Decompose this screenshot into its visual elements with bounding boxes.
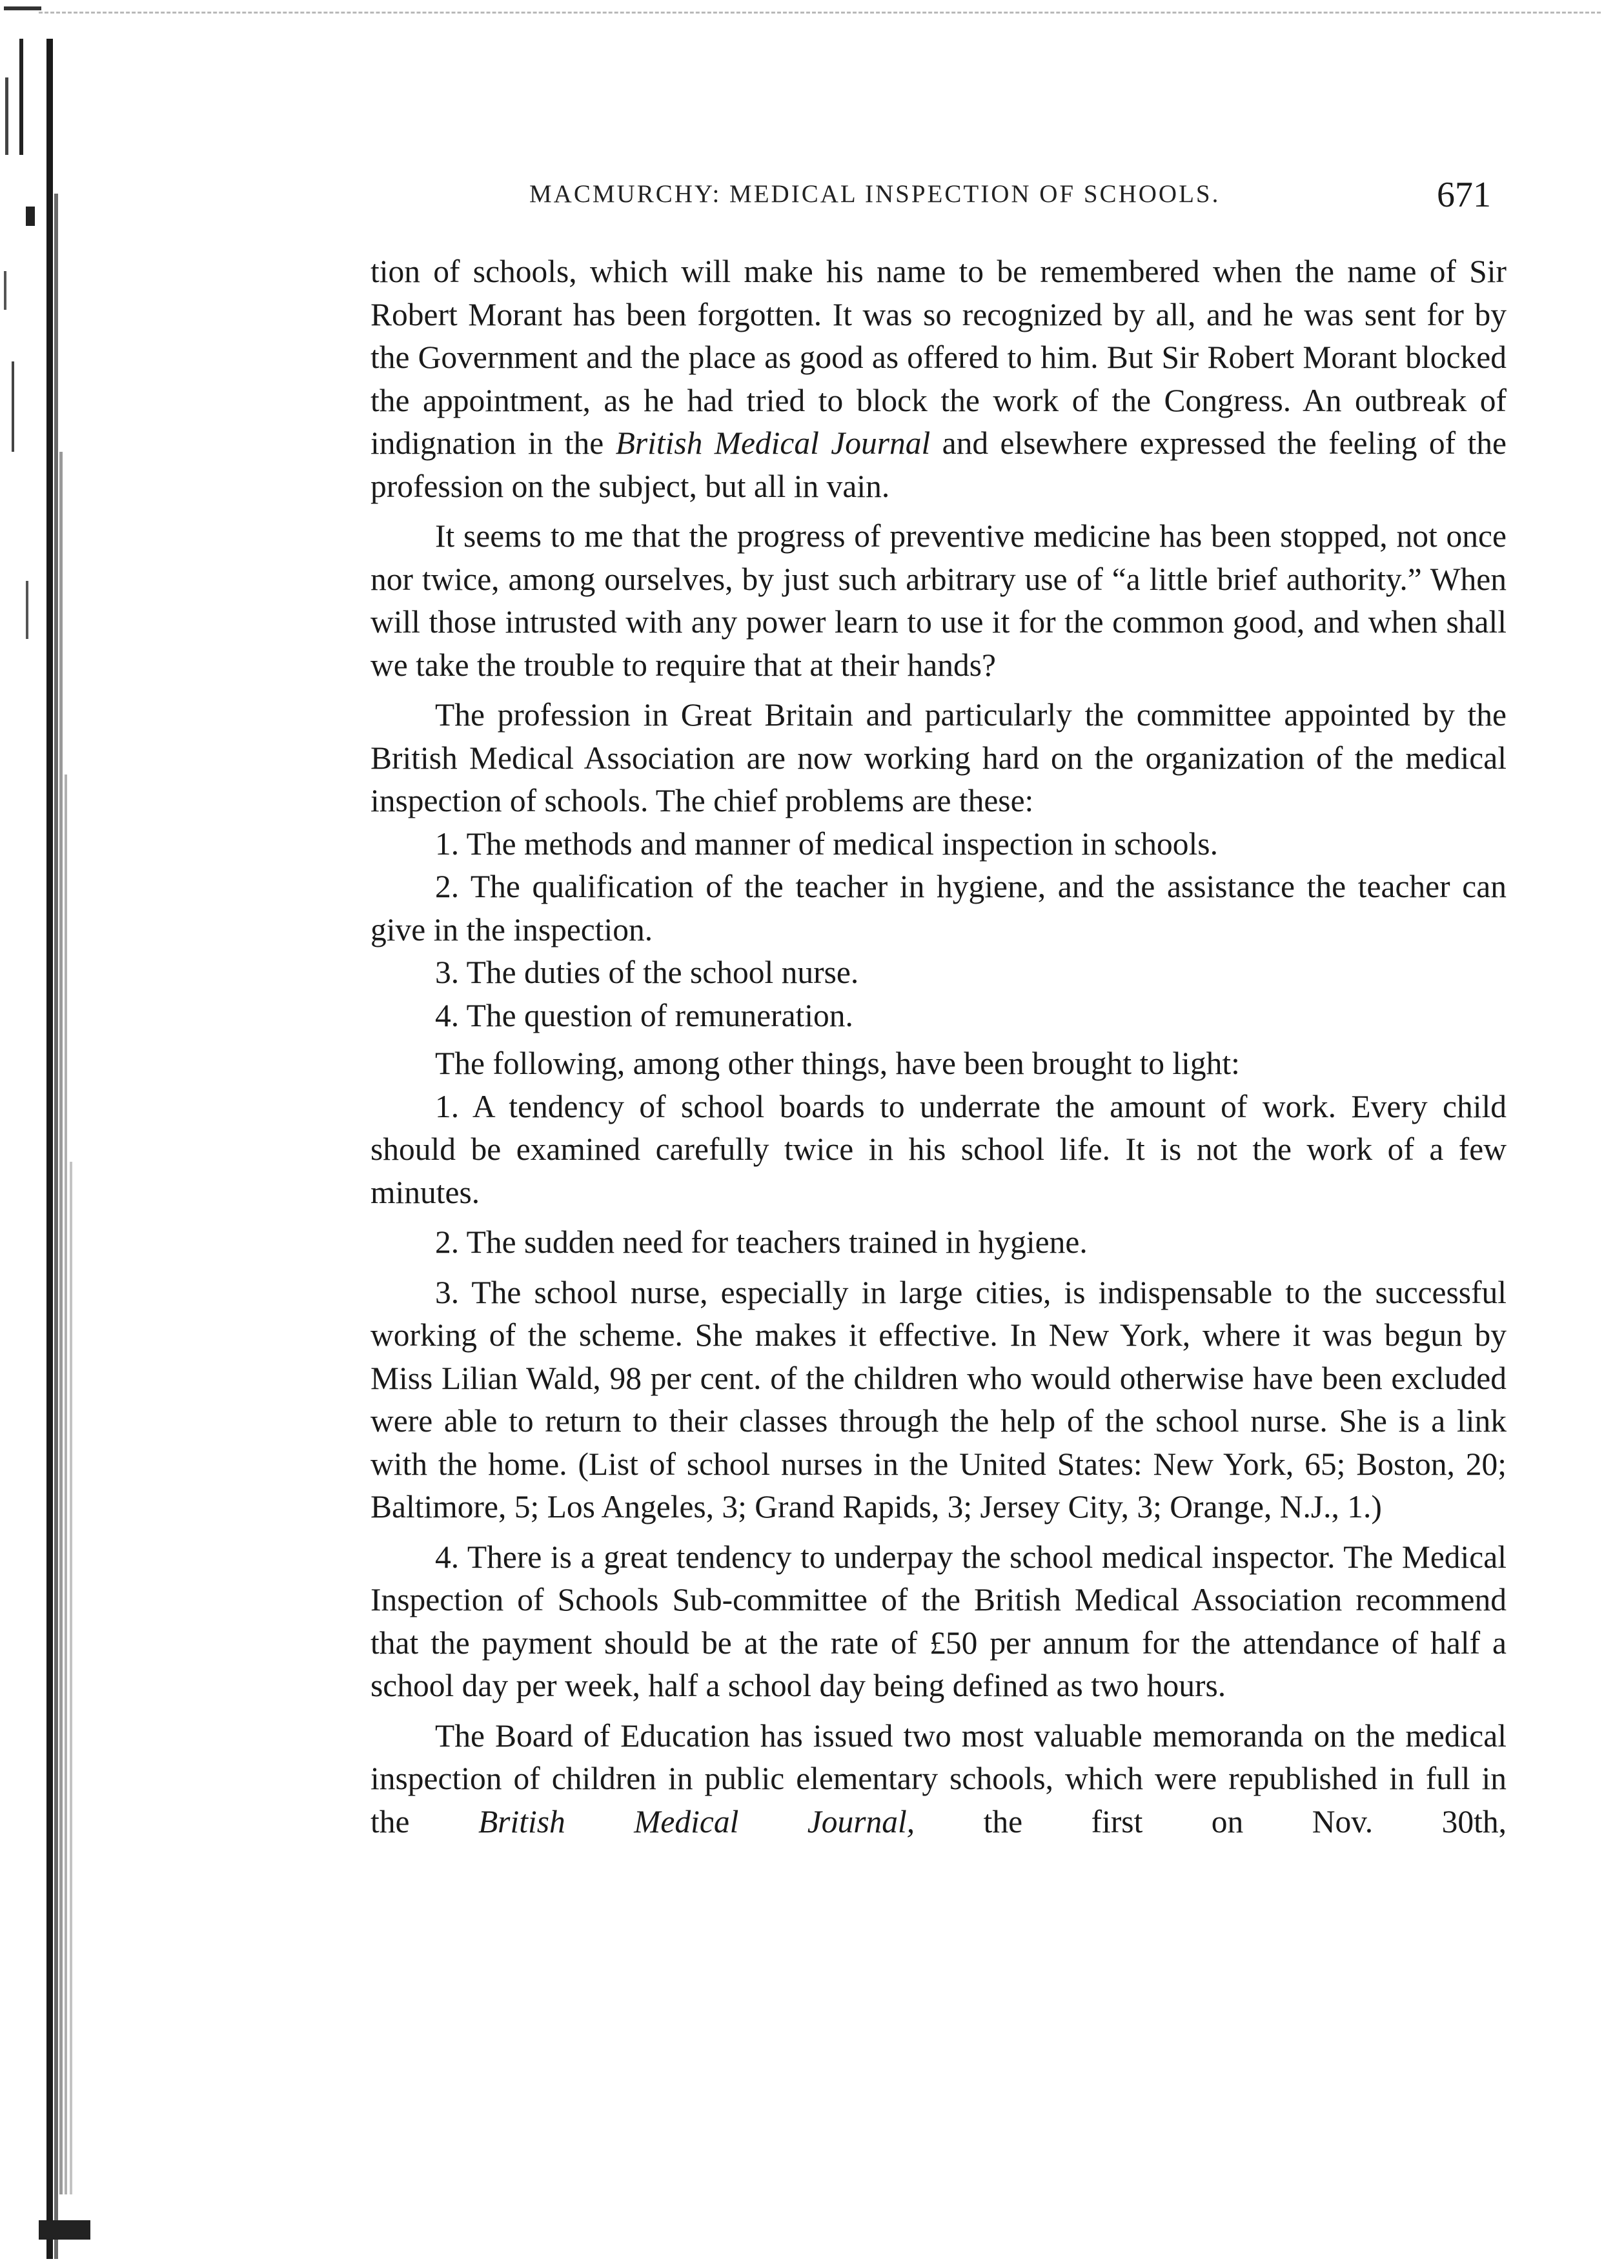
scan-top-rule xyxy=(39,12,1601,14)
paragraph-text: the first on Nov. 30th, xyxy=(915,1803,1507,1839)
problem-item: 2. The qualification of the teacher in hygiene, and the assistance the teacher can give in the inspection. xyxy=(370,869,1507,947)
running-head xyxy=(529,174,1491,219)
paragraph: It seems to me that the progress of preventive medicine has been stopped, not once nor twice, among ourselves, by just such arbitrary use of “a little brief authority.” When will those intrusted with any power learn to use it for the common good, and when shall we take the trouble to require that at their hands? xyxy=(370,518,1507,683)
paragraph xyxy=(370,1715,1507,1844)
paragraph: The following, among other things, have been brought to light: xyxy=(435,1046,1240,1081)
problem-item: 1. The methods and manner of medical inspection in schools. xyxy=(435,825,1218,862)
journal-title: British Medical Journal, xyxy=(478,1803,915,1839)
running-title: MACMURCHY: MEDICAL INSPECTION OF SCHOOLS. xyxy=(529,180,1221,208)
journal-title: British Medical Journal xyxy=(615,425,931,461)
problem-item: 4. The question of remuneration. xyxy=(435,997,853,1033)
problem-item: 3. The duties of the school nurse. xyxy=(435,955,859,990)
paragraph-text: The Board of Education has issued two most valuable memoranda on the medical inspection of children in public elementary schools, which were republished in full in the xyxy=(370,1717,1507,1839)
page-number: 671 xyxy=(1437,175,1491,215)
paragraph-continued xyxy=(370,250,1507,508)
paragraph-text: tion of schools, which will make his name to be remembered when the name of Sir Robert Morant has been forgotten. It was so recognized by all, and he was sent for by the Government and the place as good as offered to him. But Sir Robert Morant blocked the appointment, as he had tried to block the work of the Congress. An outbreak of indignation in the xyxy=(370,254,1507,461)
page-body xyxy=(370,250,1507,1843)
finding-item: 3. The school nurse, especially in large cities, is indispensable to the successful working of the scheme. She makes it effective. In New York, where it was begun by Miss Lilian Wald, 98 per cent. of the children who would otherwise have been excluded were able to return to their classes through the help of the school nurse. She is a link with the home. (List of school nurses in the United States: New York, 65; Boston, 20; Baltimore, 5; Los Angeles, 3; Grand Rapids, 3; Jersey City, 3; Orange, N.J., 1.) xyxy=(370,1274,1507,1524)
paragraph: The profession in Great Britain and particularly the committee appointed by the British Medical Association are now working hard on the organization of the medical inspection of schools. The chief problems are these: xyxy=(370,697,1507,818)
finding-item: 1. A tendency of school boards to underrate the amount of work. Every child should be examined carefully twice in his school life. It is not the work of a few minutes. xyxy=(370,1088,1507,1210)
finding-item: 2. The sudden need for teachers trained in hygiene. xyxy=(435,1224,1088,1260)
finding-item: 4. There is a great tendency to underpay the school medical inspector. The Medical Inspection of Schools Sub-committee of the British Medical Association recommend that the payment should be at the rate of £50 per annum for the attendance of half a school day per week, half a school day being defined as two hours. xyxy=(370,1539,1507,1703)
paragraph-text: and elsewhere expressed the feeling of the profession on the subject, but all in vain. xyxy=(370,425,1507,504)
scan-binding-edge xyxy=(0,0,97,2268)
